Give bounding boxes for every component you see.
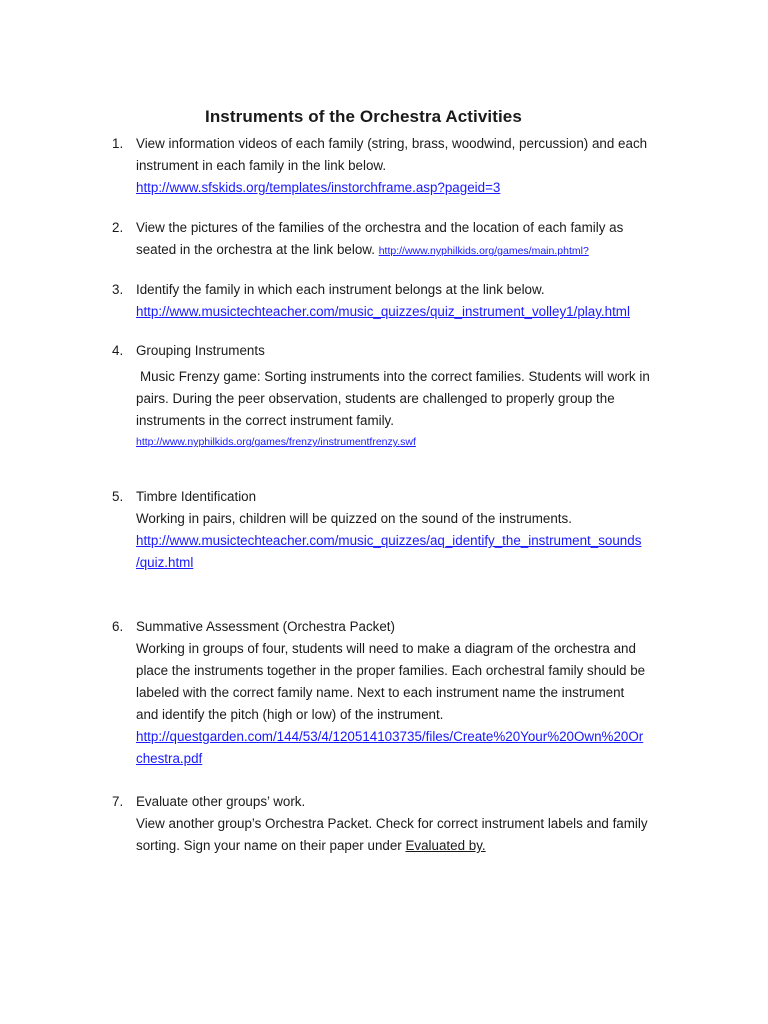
item-text-line: Working in groups of four, students will need to make a diagram of the orchestra and	[136, 641, 636, 656]
identify-instrument-sounds-link-part2[interactable]: /quiz.html	[136, 555, 194, 570]
list-item-5	[112, 486, 692, 574]
orchestra-packet-link-part1[interactable]: http://questgarden.com/144/53/4/120514103735/files/Create%20Your%20Own%20Or	[136, 729, 644, 744]
item-heading: Grouping Instruments	[136, 343, 265, 358]
item-text-line: sorting. Sign your name on their paper under	[136, 838, 406, 853]
sfskids-link[interactable]: http://www.sfskids.org/templates/instorchframe.asp?pageid=3	[136, 180, 501, 195]
item-text-line: place the instruments together in the proper families. Each orchestral family should be	[136, 663, 646, 678]
item-number: 6.	[112, 619, 124, 634]
item-text-line: instrument in each family in the link below.	[136, 158, 387, 173]
list-item-6	[112, 616, 692, 770]
list-item-4	[112, 340, 692, 451]
orchestra-packet-link-part2[interactable]: chestra.pdf	[136, 751, 203, 766]
item-text-line: View the pictures of the families of the orchestra and the location of each family as	[136, 220, 624, 235]
item-text-line: and identify the pitch (high or low) of the instrument.	[136, 707, 444, 722]
item-heading: Evaluate other groups’ work.	[136, 794, 306, 809]
item-text-line: Music Frenzy game: Sorting instruments into the correct families. Students will work in	[140, 369, 650, 384]
item-text-line: instruments in the correct instrument family.	[136, 413, 394, 428]
item-heading: Timbre Identification	[136, 489, 257, 504]
document-title: Instruments of the Orchestra Activities	[205, 107, 522, 126]
item-text-line: View another group’s Orchestra Packet. Check for correct instrument labels and family	[136, 816, 648, 831]
item-text-line: Working in pairs, children will be quizzed on the sound of the instruments.	[136, 511, 572, 526]
list-item-1	[112, 133, 692, 199]
item-number: 5.	[112, 489, 124, 504]
list-item-7	[112, 791, 692, 857]
item-number: 2.	[112, 220, 124, 235]
item-number: 3.	[112, 282, 124, 297]
list-item-2	[112, 217, 692, 262]
item-number: 1.	[112, 136, 124, 151]
list-item-3	[112, 279, 692, 323]
item-heading: Summative Assessment (Orchestra Packet)	[136, 619, 395, 634]
item-text-line: Identify the family in which each instrument belongs at the link below.	[136, 282, 545, 297]
item-number: 7.	[112, 794, 124, 809]
evaluated-by-label: Evaluated by.	[405, 838, 486, 853]
identify-instrument-sounds-link-part1[interactable]: http://www.musictechteacher.com/music_quizzes/aq_identify_the_instrument_sounds	[136, 533, 642, 548]
item-text-line: labeled with the correct family name. Next to each instrument name the instrument	[136, 685, 625, 700]
item-text-line: pairs. During the peer observation, students are challenged to properly group the	[136, 391, 615, 406]
nyphilkids-main-link[interactable]: http://www.nyphilkids.org/games/main.phtml?	[378, 245, 589, 257]
item-number: 4.	[112, 343, 124, 358]
item-text-line: View information videos of each family (string, brass, woodwind, percussion) and each	[136, 136, 648, 151]
instrument-frenzy-link[interactable]: http://www.nyphilkids.org/games/frenzy/instrumentfrenzy.swf	[136, 436, 416, 448]
item-text-line: seated in the orchestra at the link below.	[136, 242, 375, 257]
instrument-volley-link[interactable]: http://www.musictechteacher.com/music_quizzes/quiz_instrument_volley1/play.html	[136, 304, 630, 319]
